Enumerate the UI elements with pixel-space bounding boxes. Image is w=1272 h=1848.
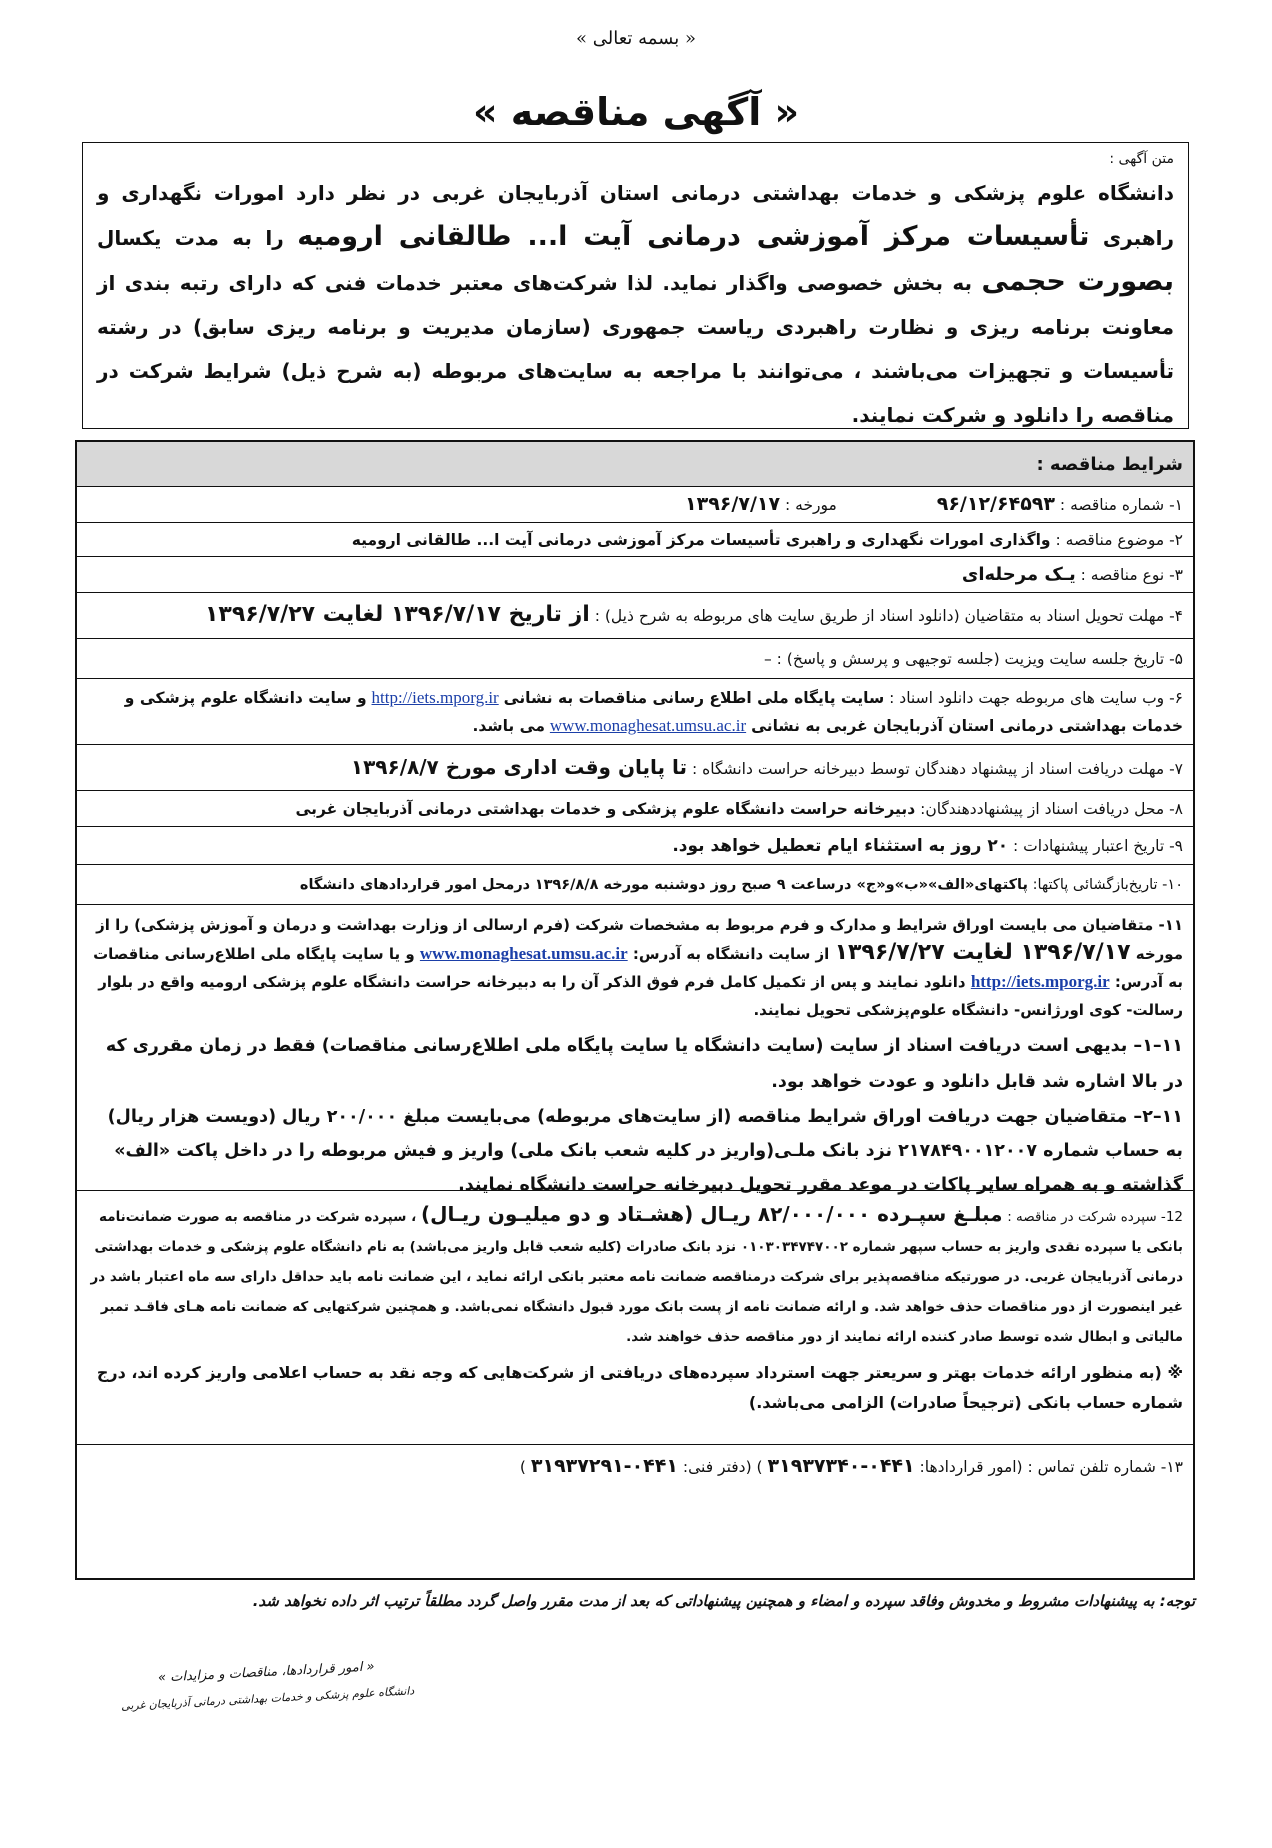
receipt-place-value: دبیرخانه حراست دانشگاه علوم پزشکی و خدمات بهداشتی درمانی آذربایجان غربی [295, 799, 916, 818]
intro-part-1: دانشگاه علوم پزشکی و خدمات بهداشتی درمانی استان آذربایجان غربی در نظر دارد امورات نگهداری و راهبری [97, 181, 1175, 250]
deadline-label: ۴- مهلت تحویل اسناد به متقاضیان (دانلود اسناد از طریق سایت های مربوطه به شرح ذیل) : [594, 607, 1183, 625]
row-receipt-place [77, 791, 1193, 827]
opening-label: ۱۰- تاریخ‌بازگشائی پاکتها: [1032, 876, 1183, 893]
opening-value: پاکتهای«الف»«ب»و«ج» درساعت ۹ صبح روز دوشنبه مورخه ۱۳۹۶/۸/۸ [534, 876, 1028, 893]
receipt-deadline-value: تا پایان وقت اداری مورخ ۱۳۹۶/۸/۷ [350, 754, 688, 779]
contact-mid: ) (دفتر فنی: [682, 1457, 763, 1476]
tender-date-label: مورخه : [785, 496, 837, 514]
page-title: « آگهی مناقصه » [472, 90, 800, 134]
websites-label: ۶- وب سایت های مربوطه جهت دانلود اسناد : [889, 688, 1183, 707]
row-deposit [77, 1191, 1193, 1445]
iets-link[interactable]: http://iets.mporg.ir [371, 687, 499, 707]
technical-office-phone: ۰۴۴۱-۳۱۹۳۷۲۹۱ [530, 1454, 678, 1477]
contact-label: ۱۳- شماره تلفن تماس : (امور قراردادها: [919, 1457, 1183, 1476]
websites-umsu-text: و سایت دانشگاه علوم پزشکی و خدمات بهداشتی درمانی استان آذربایجان غربی به نشانی [124, 688, 1183, 735]
deposit-label: 12- سپرده شرکت در مناقصه : [1007, 1209, 1183, 1225]
type-value: یـک مرحله‌ای [961, 563, 1076, 585]
monaghesat-link[interactable]: www.monaghesat.umsu.ac.ir [549, 715, 747, 735]
item11-dates: ۱۳۹۶/۷/۱۷ لغایت ۱۳۹۶/۷/۲۷ [834, 940, 1131, 965]
row-subject [77, 523, 1193, 557]
item11-iets-text: و یا سایت پایگاه ملی اطلاع‌رسانی مناقصات به آدرس: [93, 945, 1183, 991]
websites-end: می باشد. [472, 716, 545, 735]
row-receipt-deadline [77, 745, 1193, 791]
receipt-place-label: ۸- محل دریافت اسناد از پیشنهاددهندگان: [920, 799, 1183, 818]
intro-label: متن آگهی : [1109, 151, 1174, 167]
tender-number: ۹۶/۱۲/۶۴۵۹۳ [936, 493, 1055, 515]
deposit-amount: مبلـغ سپـرده ۸۲/۰۰۰/۰۰۰ ریـال (هشـتاد و دو میلیـون ریـال) [420, 1202, 1003, 1226]
item11-2: ۱۱–۲– متقاضیان جهت دریافت اوراق شرایط مناقصه (از سایت‌های مربوطه) می‌بایست مبلغ ۲۰۰/۰۰۰ ریال (دویست هزار ریال) به حساب شماره ۲۱۷۸۴۹۰۰۱۲۰۰۷ نزد بانک ملـی(واریز در کلیه شعب بانک ملی) واریز و فیش مربوطه را در داخل پاکت «الف» گذاشته و به همراه سایر پاکات در موعد مقرر تحویل دبیرخانه حراست دانشگاه نمایند. [107, 1107, 1183, 1195]
item11-1: ۱۱–۱– بدیهی است دریافت اسناد از سایت (سایت دانشگاه یا سایت پایگاه ملی اطلاع‌رسانی مناقصات) فقط در زمان مقرری که در بالا اشاره شد قابل دانلود و عودت خواهد بود. [105, 1036, 1183, 1092]
intro-subject-highlight: تأسیسات مرکز آموزشی درمانی آیت ا... طالقانی ارومیه [297, 221, 1090, 252]
row-contact [77, 1445, 1193, 1487]
receipt-deadline-label: ۷- مهلت دریافت اسناد از پیشنهاد دهندگان توسط دبیرخانه حراست دانشگاه : [691, 759, 1183, 778]
deadline-value: از تاریخ ۱۳۹۶/۷/۱۷ لغایت ۱۳۹۶/۷/۲۷ [205, 602, 590, 627]
signature-stamp [111, 1652, 423, 1720]
validity-value: ۲۰ روز به استثناء ایام تعطیل خواهد بود. [672, 835, 1009, 856]
row-tender-number [77, 487, 1193, 523]
conditions-table [75, 440, 1195, 1580]
intro-text [97, 171, 1174, 437]
contracts-phone: ۰۴۴۱-۳۱۹۳۷۳۴۰ [767, 1454, 915, 1477]
deposit-text: ، سپرده شرکت در مناقصه به صورت ضمانت‌نامه بانکی یا سپرده نقدی واریز به حساب سپهر شماره ۰۱۰۳۰۳۴۷۴۷۰۰۲ نزد بانک صادرات (کلیه شعب قابل واریز می‌باشد) به نام دانشگاه علوم پزشکی و خدمات بهداشتی درمانی آذربایجان غربی. در صورتیکه مناقصه‌پذیر برای شرکت درمناقصه ضمانت نامه معتبر بانکی ارائه نماید ، این ضمانت نامه باید حداقل دارای سه ماه اعتبار باشد در غیر اینصورت از دور مناقصات حذف خواهد شد. و ارائه ضمانت نامه از پست بانک مورد قبول دانشگاه نمی‌باشد. و همچنین شرکتهایی که ضمانت نامه هـای فاقـد تمبر مالیاتی و ابطال شده توسط صادر کننده ارائه نمایند از دور مناقصه حذف خواهند شد. [90, 1209, 1183, 1345]
row-opening [77, 865, 1193, 905]
row-websites [77, 679, 1193, 745]
subject-label: ۲- موضوع مناقصه : [1055, 530, 1183, 549]
item11-site-text: از سایت دانشگاه به آدرس: [632, 945, 830, 963]
row-document-deadline [77, 593, 1193, 639]
bismillah-heading: « بسمه تعالی » [576, 28, 696, 49]
row-tender-type [77, 557, 1193, 593]
intro-box [82, 142, 1189, 429]
contact-end: ) [519, 1457, 526, 1476]
site-visit-label: ۵- تاریخ جلسه سایت ویزیت (جلسه توجیهی و پرسش و پاسخ) : – [763, 649, 1183, 668]
row-site-visit [77, 639, 1193, 679]
validity-label: ۹- تاریخ اعتبار پیشنهادات : [1013, 836, 1183, 855]
item11-intro: ۱۱- متقاضیان می بایست اوراق شرایط و مدارک و فرم مربوط به مشخصات شرکت (فرم ارسالی از وزارت بهداشت و درمان و آموزش پزشکی) را از مورخه [96, 916, 1183, 963]
row-validity [77, 827, 1193, 865]
footer-note: توجه: به پیشنهادات مشروط و مخدوش وفاقد سپرده و امضاء و همچنین پیشنهاداتی که بعد از مدت مقرر واصل گردد مطلقاً ترتیب اثر داده نخواهد شد. [252, 1592, 1195, 1610]
signature-line-2: دانشگاه علوم پزشکی و خدمات بهداشتی درمانی آذربایجان غربی [120, 1684, 415, 1713]
item11-delivery: دانلود نمایند و پس از تکمیل کامل فرم فوق الذکر آن را به دبیرخانه حراست دانشگاه علوم پزشکی ارومیه واقع در بلوار رسالت- کوی اورژانس- دانشگاه علوم‌پزشکی تحویل نمایند. [98, 973, 1183, 1019]
item11-monaghesat-link[interactable]: www.monaghesat.umsu.ac.ir [419, 944, 628, 963]
row-item-11 [77, 905, 1193, 1195]
websites-iets-text: سایت پایگاه ملی اطلاع رسانی مناقصات به نشانی [503, 688, 885, 707]
conditions-header: شرایط مناقصه : [77, 442, 1193, 487]
intro-part-3: را به مدت یکسال [97, 226, 284, 250]
opening-place: درمحل امور قراردادهای دانشگاه [299, 876, 531, 893]
deposit-note: ※ (به منظور ارائه خدمات بهتر و سریعتر جهت استرداد سپرده‌های دریافتی از شرکت‌هایی که وجه نقد به حساب اعلامی واریز کرده اند، درج شماره حساب بانکی (ترجیحاً صادرات) الزامی می‌باشد.) [96, 1363, 1183, 1412]
tender-date: ۱۳۹۶/۷/۱۷ [685, 493, 781, 515]
type-label: ۳- نوع مناقصه : [1080, 565, 1183, 584]
subject-value: واگذاری امورات نگهداری و راهبری تأسیسات مرکز آموزشی درمانی آیت ا... طالقانی ارومیه [351, 530, 1051, 549]
intro-volume-highlight: بصورت حجمی [981, 266, 1174, 297]
item11-iets-link[interactable]: http://iets.mporg.ir [970, 972, 1110, 991]
intro-part-5: به بخش خصوصی واگذار نماید. لذا شرکت‌های معتبر خدمات فنی که دارای رتبه بندی از معاونت برنامه ریزی و نظارت راهبردی ریاست جمهوری (سازمان مدیریت و برنامه ریزی سابق) در رشته تأسیسات و تجهیزات می‌باشند ، می‌توانند با مراجعه به سایت‌های مربوطه (به شرح ذیل) شرایط شرکت در مناقصه را دانلود و شرکت نمایند. [97, 271, 1174, 427]
signature-line-1: « امور قراردادها، مناقصات و مزایدات » [157, 1659, 375, 1686]
tender-number-label: ۱- شماره مناقصه : [1059, 496, 1183, 514]
